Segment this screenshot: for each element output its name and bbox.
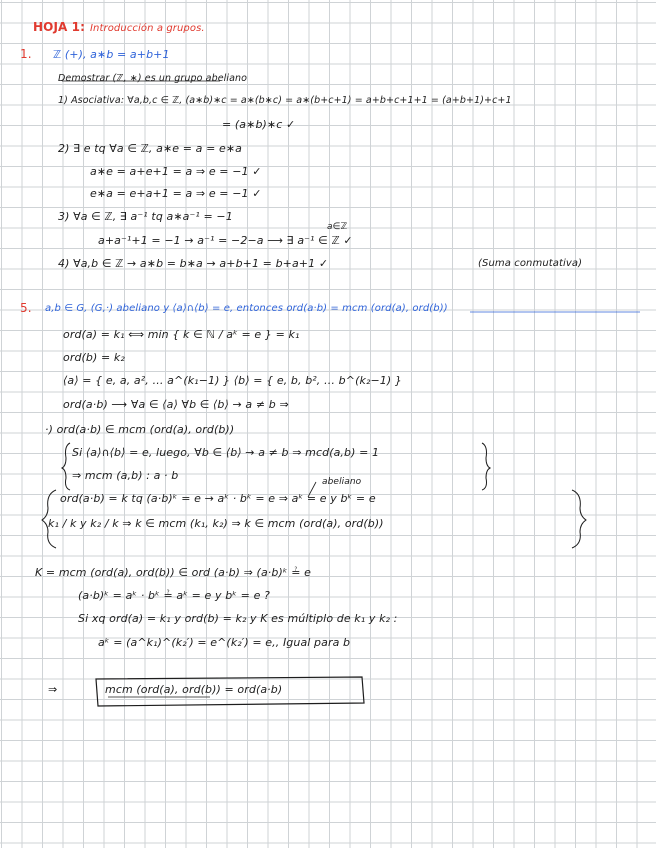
problem-5-number: 5.	[20, 301, 32, 315]
right-brace-2	[572, 490, 586, 548]
abeliano-arrow	[308, 482, 316, 497]
p5-conclusion: mcm (ord(a), ord(b)) = ord(a·b)	[105, 683, 283, 696]
p5-line-1: ord(a) = k₁ ⟺ min { k ∈ ℕ / aᵏ = e } = k₁	[63, 328, 300, 341]
assoc-line-2: = (a∗b)∗c ✓	[222, 118, 296, 131]
page-subtitle: Introducción a grupos.	[90, 23, 205, 34]
problem-1-statement: ℤ (+), a∗b = a+b+1	[53, 48, 170, 61]
problem-5-statement: a,b ∈ G, (G,·) abeliano y ⟨a⟩∩⟨b⟩ = e, entonces ord(a·b) = mcm (ord(a), ord(b))	[45, 303, 448, 314]
neutral-line-3: e∗a = e+a+1 = a ⇒ e = −1 ✓	[90, 187, 262, 200]
p5-line-6: Si ⟨a⟩∩⟨b⟩ = e, luego, ∀b ∈ ⟨b⟩ → a ≠ b ⇒ mcd(a,b) = 1	[72, 446, 380, 459]
page-title: HOJA 1:	[33, 20, 86, 34]
neutral-line-1: 2) ∃ e tq ∀a ∈ ℤ, a∗e = a = e∗a	[58, 142, 243, 155]
p5-line-12: Si xq ord(a) = k₁ y ord(b) = k₂ y K es múltiplo de k₁ y k₂ :	[78, 612, 398, 625]
right-paren-1	[482, 443, 490, 490]
neutral-line-2: a∗e = a+e+1 = a ⇒ e = −1 ✓	[90, 165, 262, 178]
left-brace-1	[62, 443, 70, 490]
left-brace-2	[42, 490, 56, 548]
inverse-annotation: a∈ℤ	[327, 222, 348, 232]
p5-line-10: K = mcm (ord(a), ord(b)) ∈ ord (a·b) ⇒ (a·b)ᵏ ≟ e	[35, 566, 312, 579]
p5-line-3: ⟨a⟩ = { e, a, a², … a^(k₁−1) } ⟨b⟩ = { e, b, b², … b^(k₂−1) }	[63, 374, 402, 387]
commutative-line: 4) ∀a,b ∈ ℤ → a∗b = b∗a → a+b+1 = b+a+1 ✓	[58, 257, 329, 270]
p5-line-8: ord(a·b) = k tq (a·b)ᵏ = e → aᵏ · bᵏ = e ⇒ aᵏ = e y bᵏ = e	[60, 492, 376, 505]
p5-annotation-abeliano: abeliano	[322, 477, 362, 487]
p5-line-5: ·) ord(a·b) ∈ mcm (ord(a), ord(b))	[45, 423, 235, 436]
inverse-line-2: a+a⁻¹+1 = −1 → a⁻¹ = −2−a ⟶ ∃ a⁻¹ ∈ ℤ ✓	[98, 234, 353, 247]
assoc-line-1: 1) Asociativa: ∀a,b,c ∈ ℤ, (a∗b)∗c = a∗(b∗c) = a∗(b+c+1) = a+b+c+1+1 = (a+b+1)+c+1	[58, 95, 512, 106]
p5-line-11: (a·b)ᵏ = aᵏ · bᵏ ≟ aᵏ = e y bᵏ = e ?	[78, 589, 270, 602]
p5-line-9: k₁ / k y k₂ / k ⇒ k ∈ mcm (k₁, k₂) ⇒ k ∈ mcm (ord(a), ord(b))	[48, 517, 384, 530]
p5-line-13: aᵏ = (a^k₁)^(k₂′) = e^(k₂′) = e,, Igual para b	[98, 636, 351, 649]
commutative-note: (Suma conmutativa)	[478, 258, 583, 269]
inverse-line-1: 3) ∀a ∈ ℤ, ∃ a⁻¹ tq a∗a⁻¹ = −1	[58, 210, 233, 223]
p5-line-4: ord(a·b) ⟶ ∀a ∈ ⟨a⟩ ∀b ∈ ⟨b⟩ → a ≠ b ⇒	[63, 398, 289, 411]
p5-line-7: ⇒ mcm (a,b) : a · b	[72, 469, 179, 482]
problem-1-number: 1.	[20, 47, 32, 61]
p5-line-2: ord(b) = k₂	[63, 351, 125, 364]
problem-1-prove: Demostrar (ℤ, ∗) es un grupo abeliano	[58, 73, 248, 84]
p5-conclusion-arrow: ⇒	[48, 683, 58, 696]
result-box	[96, 677, 364, 706]
